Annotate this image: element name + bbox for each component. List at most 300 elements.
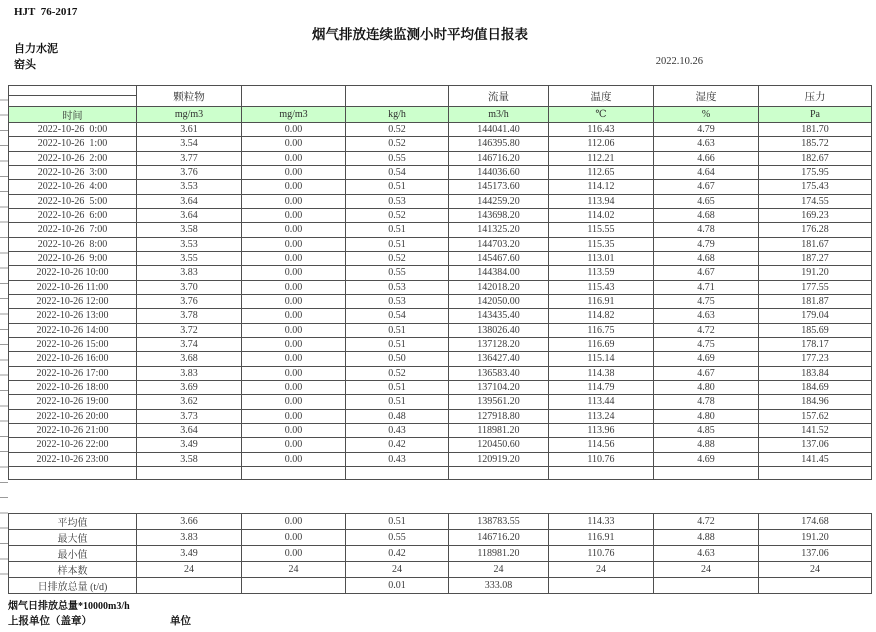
- value-cell: 144384.00: [449, 266, 549, 280]
- value-cell: 137128.20: [449, 337, 549, 351]
- summary-label: 最小值: [9, 546, 137, 562]
- value-cell: 0.53: [346, 280, 449, 294]
- value-cell: 145173.60: [449, 180, 549, 194]
- value-cell: 181.87: [759, 294, 872, 308]
- value-cell: 0.00: [242, 180, 346, 194]
- value-cell: 3.77: [137, 151, 242, 165]
- value-cell: 116.91: [549, 294, 654, 308]
- table-row: [9, 251, 872, 265]
- value-cell: 136583.40: [449, 366, 549, 380]
- summary-value: 191.20: [759, 530, 872, 546]
- table-row: [9, 294, 872, 308]
- value-cell: 181.70: [759, 123, 872, 137]
- summary-value: 137.06: [759, 546, 872, 562]
- value-cell: 3.49: [137, 438, 242, 452]
- value-cell: 0.00: [242, 395, 346, 409]
- summary-value: 3.66: [137, 514, 242, 530]
- value-cell: 3.76: [137, 165, 242, 179]
- blank-cell: [759, 466, 872, 479]
- time-cell: 2022-10-26 6:00: [9, 208, 137, 222]
- value-cell: 3.58: [137, 223, 242, 237]
- monitor-location: 窑头: [14, 59, 36, 71]
- value-cell: 0.52: [346, 251, 449, 265]
- summary-value: 3.49: [137, 546, 242, 562]
- value-cell: 137.06: [759, 438, 872, 452]
- value-cell: 4.63: [654, 137, 759, 151]
- value-cell: 113.94: [549, 194, 654, 208]
- value-cell: 0.00: [242, 409, 346, 423]
- header-split-divider: [9, 86, 136, 96]
- value-cell: 4.75: [654, 337, 759, 351]
- unit-header: kg/h: [346, 107, 449, 123]
- summary-value: 333.08: [449, 578, 549, 594]
- value-cell: 0.51: [346, 337, 449, 351]
- value-cell: 0.53: [346, 294, 449, 308]
- value-cell: 0.55: [346, 266, 449, 280]
- summary-row: [9, 546, 872, 562]
- table-row: [9, 395, 872, 409]
- summary-label: 样本数: [9, 562, 137, 578]
- value-cell: 113.01: [549, 251, 654, 265]
- table-row: [9, 151, 872, 165]
- time-cell: 2022-10-26 16:00: [9, 352, 137, 366]
- summary-value: 24: [759, 562, 872, 578]
- time-cell: 2022-10-26 7:00: [9, 223, 137, 237]
- value-cell: 0.00: [242, 251, 346, 265]
- value-cell: 144259.20: [449, 194, 549, 208]
- column-group-header: 湿度: [654, 86, 759, 107]
- blank-cell: [449, 466, 549, 479]
- value-cell: 114.79: [549, 380, 654, 394]
- value-cell: 4.85: [654, 423, 759, 437]
- value-cell: 0.51: [346, 395, 449, 409]
- column-group-header: 压力: [759, 86, 872, 107]
- blank-cell: [242, 466, 346, 479]
- summary-row: [9, 530, 872, 546]
- value-cell: 0.00: [242, 165, 346, 179]
- value-cell: 174.55: [759, 194, 872, 208]
- value-cell: 4.68: [654, 251, 759, 265]
- value-cell: 157.62: [759, 409, 872, 423]
- value-cell: 0.00: [242, 237, 346, 251]
- value-cell: 3.69: [137, 380, 242, 394]
- value-cell: 141.45: [759, 452, 872, 466]
- value-cell: 0.00: [242, 137, 346, 151]
- value-cell: 3.58: [137, 452, 242, 466]
- summary-value: 24: [346, 562, 449, 578]
- summary-value: 24: [137, 562, 242, 578]
- time-cell: 2022-10-26 9:00: [9, 251, 137, 265]
- value-cell: 0.54: [346, 165, 449, 179]
- value-cell: 4.68: [654, 208, 759, 222]
- blank-cell: [654, 466, 759, 479]
- time-cell: 2022-10-26 19:00: [9, 395, 137, 409]
- table-row: [9, 280, 872, 294]
- summary-value: 4.72: [654, 514, 759, 530]
- value-cell: 127918.80: [449, 409, 549, 423]
- value-cell: 4.75: [654, 294, 759, 308]
- value-cell: 4.67: [654, 366, 759, 380]
- summary-value: 24: [449, 562, 549, 578]
- value-cell: 0.48: [346, 409, 449, 423]
- value-cell: 141325.20: [449, 223, 549, 237]
- value-cell: 187.27: [759, 251, 872, 265]
- value-cell: 4.88: [654, 438, 759, 452]
- value-cell: 113.59: [549, 266, 654, 280]
- time-cell: 2022-10-26 3:00: [9, 165, 137, 179]
- value-cell: 116.43: [549, 123, 654, 137]
- value-cell: 0.50: [346, 352, 449, 366]
- unit-header: mg/m3: [137, 107, 242, 123]
- footnote-report-unit: 上报单位（盖章）: [8, 616, 92, 627]
- value-cell: 143698.20: [449, 208, 549, 222]
- value-cell: 116.75: [549, 323, 654, 337]
- value-cell: 4.63: [654, 309, 759, 323]
- value-cell: 4.67: [654, 180, 759, 194]
- value-cell: 0.00: [242, 352, 346, 366]
- table-row: [9, 309, 872, 323]
- value-cell: 114.38: [549, 366, 654, 380]
- value-cell: 114.82: [549, 309, 654, 323]
- table-row: [9, 237, 872, 251]
- summary-value: 0.42: [346, 546, 449, 562]
- value-cell: 144036.60: [449, 165, 549, 179]
- value-cell: 4.71: [654, 280, 759, 294]
- summary-row: [9, 514, 872, 530]
- value-cell: 178.17: [759, 337, 872, 351]
- summary-value: 0.51: [346, 514, 449, 530]
- value-cell: 169.23: [759, 208, 872, 222]
- value-cell: 184.96: [759, 395, 872, 409]
- summary-value: 0.00: [242, 514, 346, 530]
- column-group-header: 颗粒物: [137, 86, 242, 107]
- value-cell: 3.76: [137, 294, 242, 308]
- summary-value: [137, 578, 242, 594]
- unit-header: %: [654, 107, 759, 123]
- time-cell: 2022-10-26 13:00: [9, 309, 137, 323]
- value-cell: 0.00: [242, 423, 346, 437]
- value-cell: 0.00: [242, 323, 346, 337]
- value-cell: 146395.80: [449, 137, 549, 151]
- value-cell: 3.70: [137, 280, 242, 294]
- value-cell: 116.69: [549, 337, 654, 351]
- blank-cell: [549, 466, 654, 479]
- value-cell: 0.00: [242, 266, 346, 280]
- value-cell: 144703.20: [449, 237, 549, 251]
- value-cell: 112.06: [549, 137, 654, 151]
- value-cell: 4.80: [654, 409, 759, 423]
- unit-header: Pa: [759, 107, 872, 123]
- time-cell: 2022-10-26 10:00: [9, 266, 137, 280]
- table-row: [9, 352, 872, 366]
- value-cell: 4.67: [654, 266, 759, 280]
- time-cell: 2022-10-26 22:00: [9, 438, 137, 452]
- column-group-header: 温度: [549, 86, 654, 107]
- value-cell: 0.00: [242, 366, 346, 380]
- value-cell: 4.65: [654, 194, 759, 208]
- value-cell: 0.00: [242, 438, 346, 452]
- summary-value: 24: [654, 562, 759, 578]
- summary-value: [242, 578, 346, 594]
- unit-header: ℃: [549, 107, 654, 123]
- value-cell: 0.52: [346, 137, 449, 151]
- value-cell: 118981.20: [449, 423, 549, 437]
- value-cell: 0.00: [242, 123, 346, 137]
- value-cell: 143435.40: [449, 309, 549, 323]
- time-cell: 2022-10-26 8:00: [9, 237, 137, 251]
- value-cell: 0.00: [242, 309, 346, 323]
- value-cell: 3.72: [137, 323, 242, 337]
- value-cell: 177.23: [759, 352, 872, 366]
- table-row: [9, 266, 872, 280]
- value-cell: 184.69: [759, 380, 872, 394]
- column-group-header: [242, 86, 346, 107]
- value-cell: 114.12: [549, 180, 654, 194]
- value-cell: 0.00: [242, 380, 346, 394]
- value-cell: 176.28: [759, 223, 872, 237]
- table-row: [9, 208, 872, 222]
- time-header: 时间: [9, 107, 137, 123]
- value-cell: 3.62: [137, 395, 242, 409]
- summary-row: [9, 578, 872, 594]
- table-row: [9, 223, 872, 237]
- value-cell: 0.00: [242, 208, 346, 222]
- value-cell: 142050.00: [449, 294, 549, 308]
- value-cell: 137104.20: [449, 380, 549, 394]
- value-cell: 0.51: [346, 180, 449, 194]
- value-cell: 0.52: [346, 208, 449, 222]
- blank-cell: [346, 466, 449, 479]
- value-cell: 120919.20: [449, 452, 549, 466]
- table-row: [9, 194, 872, 208]
- summary-value: 4.88: [654, 530, 759, 546]
- table-row: [9, 180, 872, 194]
- value-cell: 3.74: [137, 337, 242, 351]
- value-cell: 115.43: [549, 280, 654, 294]
- value-cell: 3.55: [137, 251, 242, 265]
- summary-value: 146716.20: [449, 530, 549, 546]
- footnote-unit: 单位: [170, 616, 191, 627]
- value-cell: 3.73: [137, 409, 242, 423]
- value-cell: 0.00: [242, 151, 346, 165]
- value-cell: 3.83: [137, 266, 242, 280]
- value-cell: 0.00: [242, 280, 346, 294]
- value-cell: 146716.20: [449, 151, 549, 165]
- value-cell: 0.55: [346, 151, 449, 165]
- table-row: [9, 409, 872, 423]
- report-title: 烟气排放连续监测小时平均值日报表: [312, 27, 528, 42]
- value-cell: 0.51: [346, 323, 449, 337]
- value-cell: 185.69: [759, 323, 872, 337]
- report-date: 2022.10.26: [655, 56, 703, 67]
- value-cell: 0.00: [242, 194, 346, 208]
- table-row: [9, 380, 872, 394]
- value-cell: 0.43: [346, 423, 449, 437]
- value-cell: 4.64: [654, 165, 759, 179]
- table-row: [9, 423, 872, 437]
- units-header-row: [9, 107, 872, 123]
- value-cell: 138026.40: [449, 323, 549, 337]
- summary-value: 118981.20: [449, 546, 549, 562]
- summary-value: [759, 578, 872, 594]
- value-cell: 0.54: [346, 309, 449, 323]
- value-cell: 3.64: [137, 194, 242, 208]
- table-row: [9, 366, 872, 380]
- value-cell: 0.43: [346, 452, 449, 466]
- value-cell: 4.80: [654, 380, 759, 394]
- time-cell: 2022-10-26 1:00: [9, 137, 137, 151]
- time-cell: 2022-10-26 0:00: [9, 123, 137, 137]
- blank-row: [9, 466, 872, 479]
- time-cell: 2022-10-26 14:00: [9, 323, 137, 337]
- summary-value: 0.55: [346, 530, 449, 546]
- time-cell: 2022-10-26 11:00: [9, 280, 137, 294]
- value-cell: 115.35: [549, 237, 654, 251]
- value-cell: 0.00: [242, 452, 346, 466]
- value-cell: 112.65: [549, 165, 654, 179]
- summary-value: 0.00: [242, 530, 346, 546]
- column-group-header: 流量: [449, 86, 549, 107]
- column-group-header: [346, 86, 449, 107]
- value-cell: 4.69: [654, 352, 759, 366]
- value-cell: 175.95: [759, 165, 872, 179]
- company-name: 自力水泥: [14, 43, 58, 55]
- value-cell: 142018.20: [449, 280, 549, 294]
- value-cell: 114.02: [549, 208, 654, 222]
- value-cell: 0.42: [346, 438, 449, 452]
- table-row: [9, 452, 872, 466]
- value-cell: 0.00: [242, 223, 346, 237]
- summary-label: 最大值: [9, 530, 137, 546]
- value-cell: 0.52: [346, 366, 449, 380]
- value-cell: 136427.40: [449, 352, 549, 366]
- value-cell: 120450.60: [449, 438, 549, 452]
- summary-value: 174.68: [759, 514, 872, 530]
- table-row: [9, 337, 872, 351]
- value-cell: 4.72: [654, 323, 759, 337]
- table-row: [9, 137, 872, 151]
- value-cell: 183.84: [759, 366, 872, 380]
- value-cell: 144041.40: [449, 123, 549, 137]
- summary-value: 3.83: [137, 530, 242, 546]
- summary-value: 0.01: [346, 578, 449, 594]
- summary-row: [9, 562, 872, 578]
- value-cell: 0.51: [346, 380, 449, 394]
- time-cell: 2022-10-26 20:00: [9, 409, 137, 423]
- time-cell: 2022-10-26 4:00: [9, 180, 137, 194]
- summary-value: 114.33: [549, 514, 654, 530]
- value-cell: 3.78: [137, 309, 242, 323]
- time-cell: 2022-10-26 23:00: [9, 452, 137, 466]
- value-cell: 0.53: [346, 194, 449, 208]
- value-cell: 4.78: [654, 223, 759, 237]
- value-cell: 145467.60: [449, 251, 549, 265]
- value-cell: 0.00: [242, 337, 346, 351]
- summary-label: 平均值: [9, 514, 137, 530]
- value-cell: 177.55: [759, 280, 872, 294]
- summary-value: 4.63: [654, 546, 759, 562]
- value-cell: 141.52: [759, 423, 872, 437]
- unit-header: m3/h: [449, 107, 549, 123]
- table-row: [9, 165, 872, 179]
- time-cell: 2022-10-26 5:00: [9, 194, 137, 208]
- value-cell: 4.66: [654, 151, 759, 165]
- time-cell: 2022-10-26 2:00: [9, 151, 137, 165]
- value-cell: 3.64: [137, 208, 242, 222]
- summary-value: [549, 578, 654, 594]
- summary-value: 110.76: [549, 546, 654, 562]
- standard-code: HJT 76-2017: [14, 6, 78, 18]
- value-cell: 115.55: [549, 223, 654, 237]
- left-gutter-ticks: [0, 85, 8, 582]
- summary-value: 0.00: [242, 546, 346, 562]
- value-cell: 113.96: [549, 423, 654, 437]
- value-cell: 113.44: [549, 395, 654, 409]
- value-cell: 112.21: [549, 151, 654, 165]
- value-cell: 110.76: [549, 452, 654, 466]
- summary-table: [8, 513, 872, 594]
- value-cell: 114.56: [549, 438, 654, 452]
- blank-cell: [9, 466, 137, 479]
- blank-cell: [137, 466, 242, 479]
- table-row: [9, 123, 872, 137]
- time-cell: 2022-10-26 18:00: [9, 380, 137, 394]
- value-cell: 3.53: [137, 237, 242, 251]
- column-group-header-row: [9, 86, 872, 107]
- value-cell: 0.51: [346, 237, 449, 251]
- value-cell: 181.67: [759, 237, 872, 251]
- value-cell: 4.79: [654, 123, 759, 137]
- value-cell: 0.51: [346, 223, 449, 237]
- value-cell: 115.14: [549, 352, 654, 366]
- time-cell: 2022-10-26 15:00: [9, 337, 137, 351]
- value-cell: 185.72: [759, 137, 872, 151]
- summary-value: 116.91: [549, 530, 654, 546]
- value-cell: 4.69: [654, 452, 759, 466]
- value-cell: 3.61: [137, 123, 242, 137]
- value-cell: 3.64: [137, 423, 242, 437]
- value-cell: 191.20: [759, 266, 872, 280]
- value-cell: 0.00: [242, 294, 346, 308]
- value-cell: 113.24: [549, 409, 654, 423]
- summary-value: 138783.55: [449, 514, 549, 530]
- time-cell: 2022-10-26 12:00: [9, 294, 137, 308]
- value-cell: 0.52: [346, 123, 449, 137]
- value-cell: 3.53: [137, 180, 242, 194]
- value-cell: 3.68: [137, 352, 242, 366]
- time-group-header-cell: [9, 86, 137, 107]
- value-cell: 3.54: [137, 137, 242, 151]
- time-cell: 2022-10-26 17:00: [9, 366, 137, 380]
- value-cell: 182.67: [759, 151, 872, 165]
- summary-label: 日排放总量 (t/d): [9, 578, 137, 594]
- table-row: [9, 438, 872, 452]
- summary-value: 24: [549, 562, 654, 578]
- unit-header: mg/m3: [242, 107, 346, 123]
- summary-value: [654, 578, 759, 594]
- summary-value: 24: [242, 562, 346, 578]
- footnote-flow-total: 烟气日排放总量*10000m3/h: [8, 601, 130, 612]
- value-cell: 3.83: [137, 366, 242, 380]
- value-cell: 179.04: [759, 309, 872, 323]
- hourly-data-table: [8, 85, 872, 480]
- time-cell: 2022-10-26 21:00: [9, 423, 137, 437]
- value-cell: 139561.20: [449, 395, 549, 409]
- value-cell: 175.43: [759, 180, 872, 194]
- value-cell: 4.79: [654, 237, 759, 251]
- table-row: [9, 323, 872, 337]
- value-cell: 4.78: [654, 395, 759, 409]
